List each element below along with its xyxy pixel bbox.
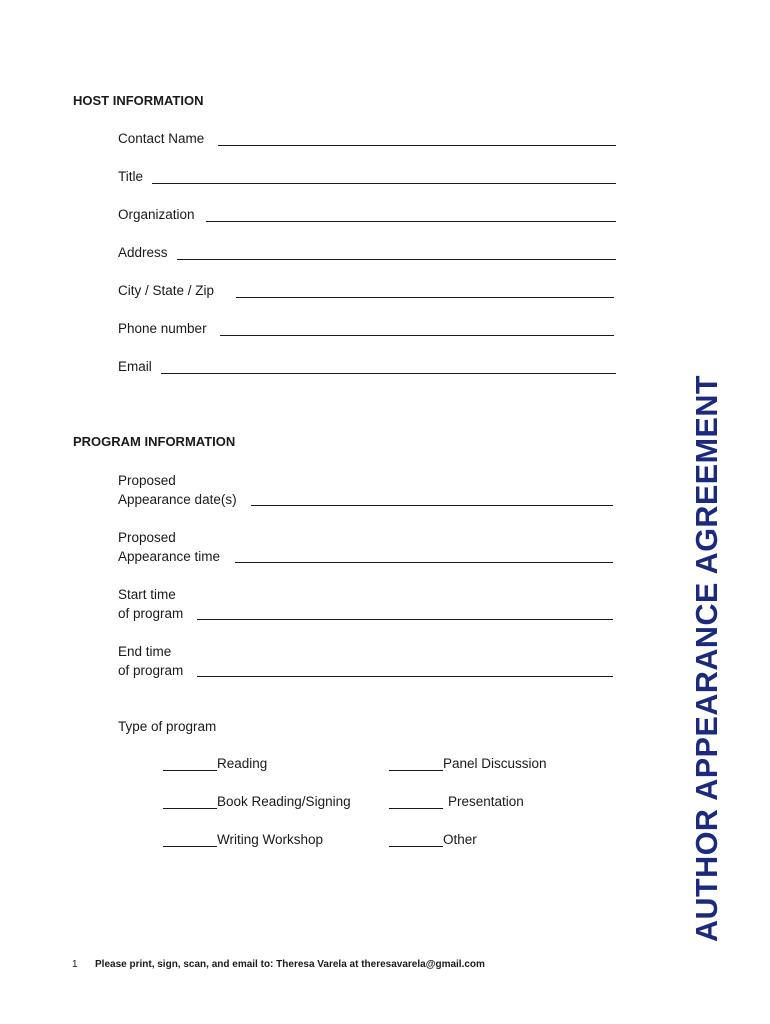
option-panel-blank[interactable] — [389, 758, 443, 771]
title-line — [152, 183, 616, 184]
appearance-dates-label: Proposed Appearance date(s) — [118, 473, 237, 507]
option-book-reading-blank[interactable] — [163, 796, 217, 809]
start-time-input[interactable] — [199, 603, 611, 619]
option-book-reading[interactable]: Book Reading/Signing — [163, 794, 351, 809]
footer-page-number: 1 — [72, 959, 78, 970]
phone-input[interactable] — [222, 319, 612, 335]
option-panel-discussion[interactable]: Panel Discussion — [389, 756, 547, 771]
start-time-line — [197, 619, 613, 620]
address-label: Address — [118, 245, 168, 260]
option-writing-workshop[interactable]: Writing Workshop — [163, 832, 323, 847]
email-line — [161, 373, 616, 374]
option-presentation-blank[interactable] — [389, 796, 443, 809]
option-workshop-blank[interactable] — [163, 834, 217, 847]
end-time-input[interactable] — [199, 660, 611, 676]
phone-line — [220, 335, 614, 336]
email-label: Email — [118, 359, 152, 374]
organization-label: Organization — [118, 207, 195, 222]
appearance-dates-line — [251, 505, 613, 506]
option-reading-blank[interactable] — [163, 758, 217, 771]
title-label: Title — [118, 169, 144, 184]
option-reading[interactable]: Reading — [163, 756, 267, 771]
end-time-line — [197, 676, 613, 677]
program-section-heading: PROGRAM INFORMATION — [73, 434, 236, 449]
option-other-blank[interactable] — [389, 834, 443, 847]
title-input[interactable] — [154, 167, 614, 183]
address-line — [177, 259, 616, 260]
appearance-dates-input[interactable] — [253, 489, 611, 505]
contact-name-label: Contact Name — [118, 131, 205, 146]
footer-note: Please print, sign, scan, and email to: Theresa Varela at theresavarela@gmail.com — [95, 959, 485, 970]
program-type-label: Type of program — [118, 719, 217, 734]
option-other[interactable]: Other — [389, 832, 477, 847]
contact-name-line — [218, 145, 616, 146]
appearance-time-input[interactable] — [237, 546, 611, 562]
phone-label: Phone number — [118, 321, 207, 336]
end-time-label: End time of program — [118, 644, 184, 678]
appearance-time-label: Proposed Appearance time — [118, 530, 221, 564]
address-input[interactable] — [179, 243, 614, 259]
start-time-label: Start time of program — [118, 587, 184, 621]
side-title: AUTHOR APPEARANCE AGREEMENT — [690, 374, 724, 942]
host-section-heading: HOST INFORMATION — [73, 93, 204, 108]
city-state-zip-input[interactable] — [238, 281, 612, 297]
city-state-zip-label: City / State / Zip — [118, 283, 215, 298]
organization-line — [206, 221, 616, 222]
option-presentation[interactable]: Presentation — [389, 794, 524, 809]
appearance-time-line — [235, 562, 613, 563]
contact-name-input[interactable] — [220, 129, 614, 145]
organization-input[interactable] — [208, 205, 614, 221]
email-input[interactable] — [163, 357, 614, 373]
city-state-zip-line — [236, 297, 614, 298]
